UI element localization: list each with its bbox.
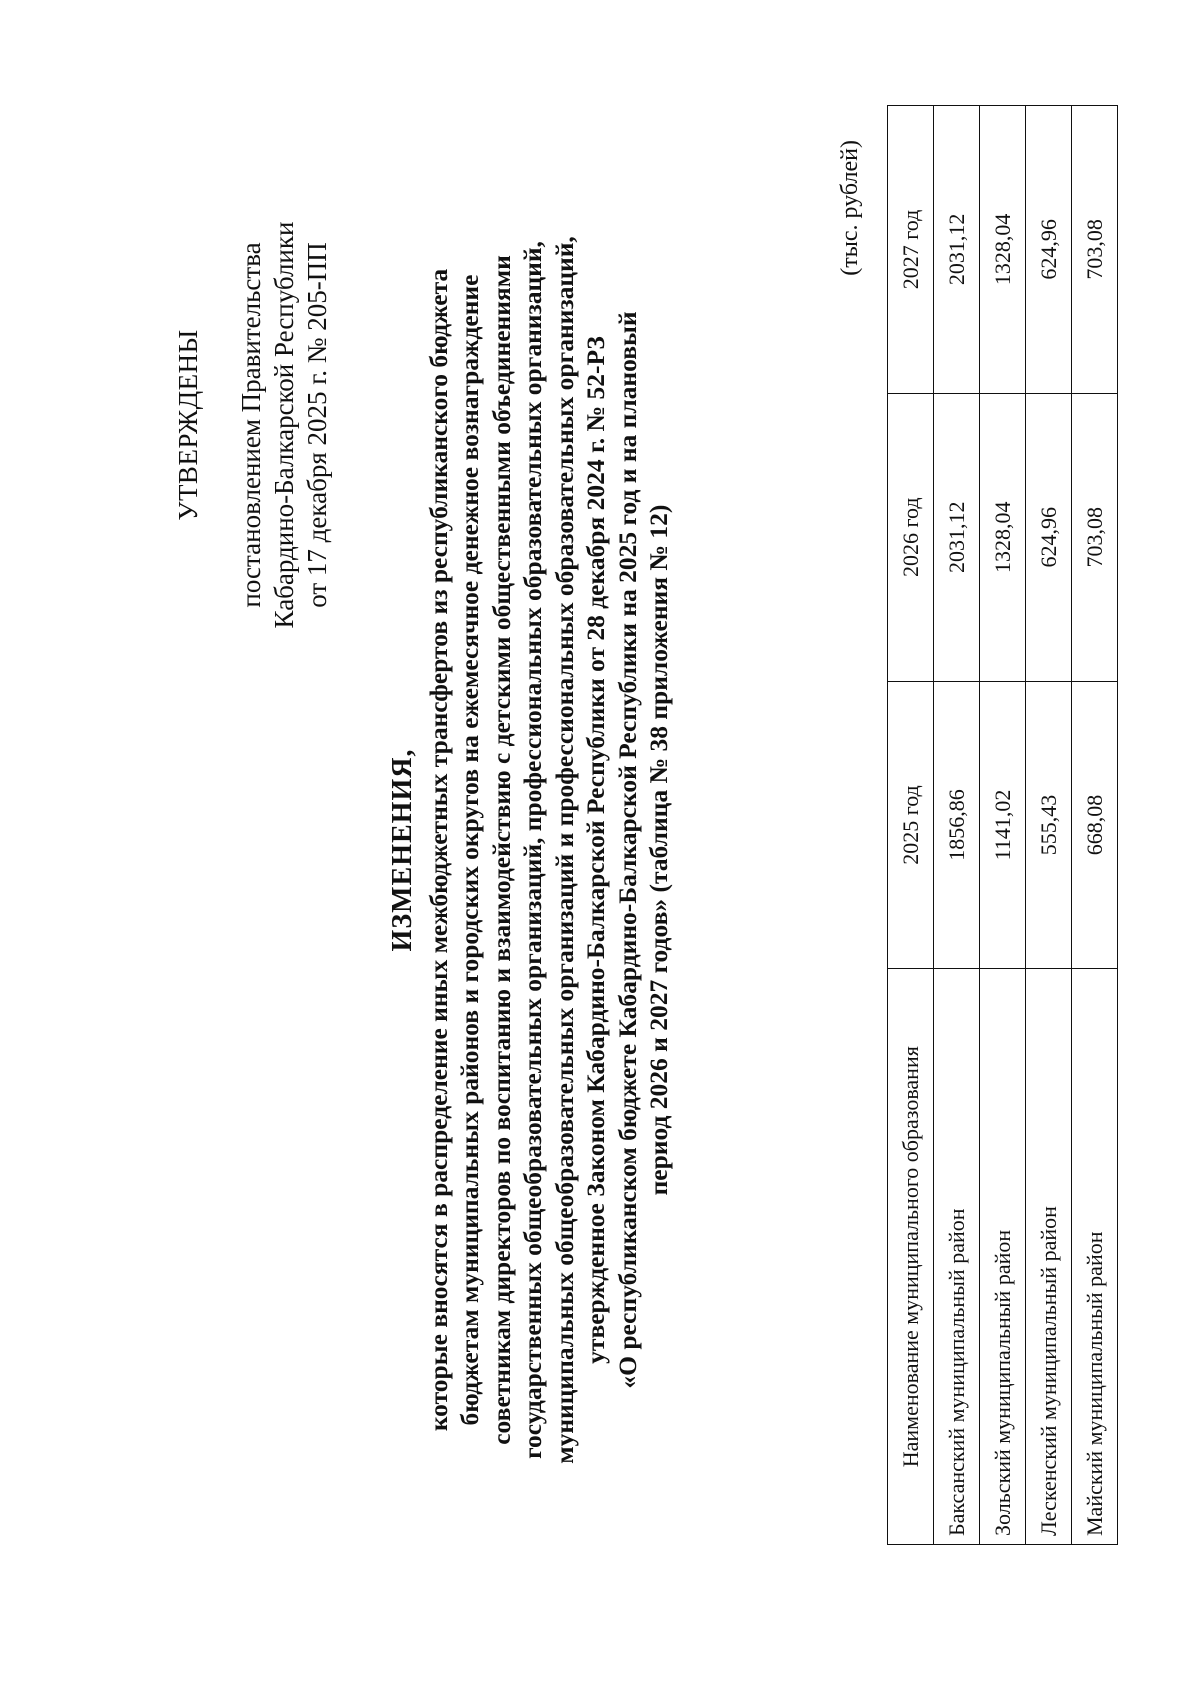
value-2025: 668,08 (1072, 681, 1118, 969)
table-header-row (888, 106, 934, 1545)
value-2025: 555,43 (1026, 681, 1072, 969)
approval-heading: УТВЕРЖДЕНЫ (173, 329, 203, 521)
value-2027: 2031,12 (934, 106, 980, 394)
value-2025: 1856,86 (934, 681, 980, 969)
table-row (980, 106, 1026, 1545)
value-2026: 2031,12 (934, 393, 980, 681)
municipality-name: Баксанский муниципальный район (934, 969, 980, 1545)
header-2026: 2026 год (888, 393, 934, 681)
amendments-line-2: бюджетам муниципальных районов и городских округов на ежемесячное денежное вознаграждение (455, 274, 484, 1426)
table-row (1072, 106, 1118, 1545)
header-2025: 2025 год (888, 681, 934, 969)
table-row (1026, 106, 1072, 1545)
amendments-line-4: государственных общеобразовательных организаций, профессиональных образовательных организаций, (518, 241, 547, 1459)
amendments-title: ИЗМЕНЕНИЯ, (387, 748, 418, 952)
value-2027: 1328,04 (980, 106, 1026, 394)
amendments-line-7: «О республиканском бюджете Кабардино-Балкарской Республики на 2025 год и на плановый (612, 311, 642, 1389)
municipality-name: Зольский муниципальный район (980, 969, 1026, 1545)
value-2026: 703,08 (1072, 393, 1118, 681)
approval-block (172, 205, 334, 645)
amendments-line-6: утвержденное Законом Кабардино-Балкарской Республики от 28 декабря 2024 г. № 52-РЗ (581, 336, 610, 1364)
municipality-name: Лескенский муниципальный район (1026, 969, 1072, 1545)
amendments-line-8: период 2026 и 2027 годов» (таблица № 38 приложения № 12) (644, 504, 673, 1196)
approval-line-1: постановлением Правительства (236, 242, 266, 608)
value-2025: 1141,02 (980, 681, 1026, 969)
approval-line-3: от 17 декабря 2025 г. № 205-ПП (302, 242, 332, 608)
header-municipality: Наименование муниципального образования (888, 969, 934, 1545)
table-row (934, 106, 980, 1545)
amendments-line-1: которые вносятся в распределение иных межбюджетных трансфертов из республиканского бюджета (423, 268, 453, 1432)
value-2027: 624,96 (1026, 106, 1072, 394)
amendments-line-5: муниципальных общеобразовательных организаций и профессиональных образовательных организаций, (549, 236, 579, 1464)
amendments-line-3: советникам директоров по воспитанию и взаимодействию с детскими общественными объединениями (486, 255, 516, 1445)
value-2027: 703,08 (1072, 106, 1118, 394)
amendments-heading-block (387, 100, 675, 1600)
value-2026: 1328,04 (980, 393, 1026, 681)
approval-line-2: Кабардино-Балкарской Республики (269, 221, 299, 629)
municipality-name: Майский муниципальный район (1072, 969, 1118, 1545)
transfers-table (887, 105, 1118, 1545)
value-2026: 624,96 (1026, 393, 1072, 681)
units-label: (тыс. рублей) (837, 140, 863, 276)
rotated-page (132, 80, 1172, 1620)
header-2027: 2027 год (888, 106, 934, 394)
